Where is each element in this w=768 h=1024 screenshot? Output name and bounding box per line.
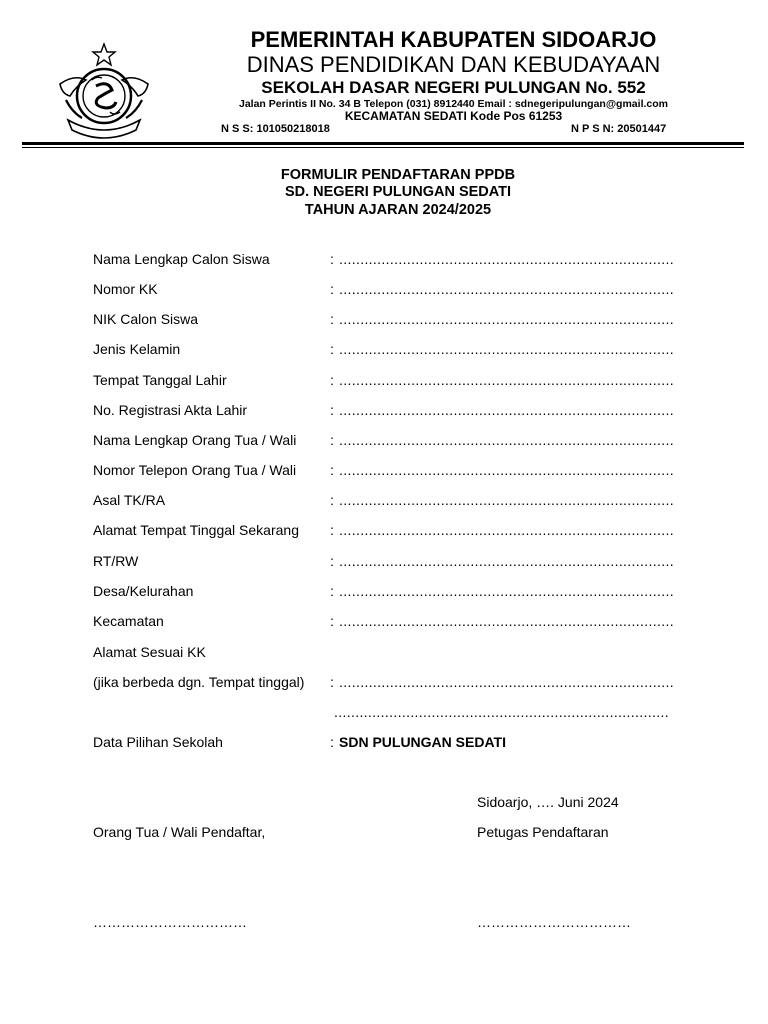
place-date: Sidoarjo, …. Juni 2024 [477, 794, 619, 810]
pilihan-sekolah-label: Data Pilihan Sekolah [93, 734, 223, 750]
field-colon: : [330, 372, 334, 388]
field-fill-line-no-registrasi-akta-lahir[interactable]: ............................................................................... [339, 402, 674, 418]
parent-signature-line[interactable]: …………………………… [93, 914, 247, 930]
alamat-kk-note: (jika berbeda dgn. Tempat tinggal) [93, 674, 305, 690]
field-fill-line-nik-calon-siswa[interactable]: ............................................................................... [339, 311, 674, 327]
field-label-tempat-tanggal-lahir: Tempat Tanggal Lahir [93, 372, 227, 388]
field-colon: : [330, 522, 334, 538]
school-name: SEKOLAH DASAR NEGERI PULUNGAN No. 552 [261, 78, 646, 97]
field-fill-line-asal-tk-ra[interactable]: ............................................................................... [339, 492, 674, 508]
field-label-nomor-telepon-orang-tua-wali: Nomor Telepon Orang Tua / Wali [93, 462, 297, 478]
field-label-nomor-kk: Nomor KK [93, 281, 158, 297]
alamat-kk-label: Alamat Sesuai KK [93, 644, 206, 660]
field-fill-line-nama-lengkap-orang-tua-wali[interactable]: ............................................................................... [339, 432, 674, 448]
field-label-nik-calon-siswa: NIK Calon Siswa [93, 311, 199, 327]
field-fill-line-nama-lengkap-calon-siswa[interactable]: ............................................................................... [339, 251, 674, 267]
field-colon: : [330, 251, 334, 267]
field-label-nama-lengkap-orang-tua-wali: Nama Lengkap Orang Tua / Wali [93, 432, 297, 448]
field-label-kecamatan: Kecamatan [93, 613, 164, 629]
field-fill-line-tempat-tanggal-lahir[interactable]: ............................................................................... [339, 372, 674, 388]
parent-signature-title: Orang Tua / Wali Pendaftar, [93, 824, 266, 840]
sidoarjo-emblem-logo [52, 40, 156, 144]
pilihan-sekolah-value: SDN PULUNGAN SEDATI [339, 734, 506, 750]
field-colon: : [330, 311, 334, 327]
form-subtitle-year: TAHUN AJARAN 2024/2025 [304, 202, 492, 218]
field-fill-line-desa-kelurahan[interactable]: ............................................................................... [339, 583, 674, 599]
field-fill-line-alamat-tempat-tinggal-sekarang[interactable]: ............................................................................... [339, 522, 674, 538]
government-name: PEMERINTAH KABUPATEN SIDOARJO [250, 27, 657, 52]
field-fill-line-nomor-kk[interactable]: ............................................................................... [339, 281, 674, 297]
alamat-kk-fill-line-1[interactable]: ............................................................................... [339, 674, 674, 690]
field-label-desa-kelurahan: Desa/Kelurahan [93, 583, 194, 599]
field-fill-line-jenis-kelamin[interactable]: ............................................................................... [339, 341, 674, 357]
field-label-no-registrasi-akta-lahir: No. Registrasi Akta Lahir [93, 402, 248, 418]
pilihan-sekolah-colon: : [330, 734, 334, 750]
field-label-jenis-kelamin: Jenis Kelamin [93, 341, 181, 357]
field-label-alamat-tempat-tinggal-sekarang: Alamat Tempat Tinggal Sekarang [93, 522, 299, 538]
field-label-nama-lengkap-calon-siswa: Nama Lengkap Calon Siswa [93, 251, 270, 267]
field-colon: : [330, 341, 334, 357]
field-colon: : [330, 281, 334, 297]
field-label-rt-rw: RT/RW [93, 553, 139, 569]
field-colon: : [330, 553, 334, 569]
field-colon: : [330, 583, 334, 599]
letterhead-divider-thin [22, 147, 744, 148]
field-colon: : [330, 492, 334, 508]
npsn-number: N P S N: 20501447 [571, 123, 667, 135]
field-colon: : [330, 462, 334, 478]
field-colon: : [330, 432, 334, 448]
alamat-kk-fill-line-2[interactable]: ............................................................................... [334, 704, 669, 720]
form-title: FORMULIR PENDAFTARAN PPDB [280, 167, 516, 183]
field-fill-line-kecamatan[interactable]: ............................................................................... [339, 613, 674, 629]
officer-signature-title: Petugas Pendaftaran [477, 824, 609, 840]
letterhead-divider-thick [22, 142, 744, 145]
department-name: DINAS PENDIDIKAN DAN KEBUDAYAAN [246, 52, 661, 77]
field-colon: : [330, 613, 334, 629]
form-subtitle-school: SD. NEGERI PULUNGAN SEDATI [284, 184, 512, 200]
alamat-kk-colon: : [330, 674, 334, 690]
field-fill-line-rt-rw[interactable]: ............................................................................... [339, 553, 674, 569]
school-district: KECAMATAN SEDATI Kode Pos 61253 [344, 109, 563, 123]
field-label-asal-tk-ra: Asal TK/RA [93, 492, 166, 508]
officer-signature-line[interactable]: …………………………… [477, 914, 631, 930]
field-fill-line-nomor-telepon-orang-tua-wali[interactable]: ............................................................................... [339, 462, 674, 478]
nss-number: N S S: 101050218018 [221, 123, 330, 135]
school-address: Jalan Perintis II No. 34 B Telepon (031) 8912440 Email : sdnegeripulungan@gmail.com [238, 98, 668, 110]
field-colon: : [330, 402, 334, 418]
